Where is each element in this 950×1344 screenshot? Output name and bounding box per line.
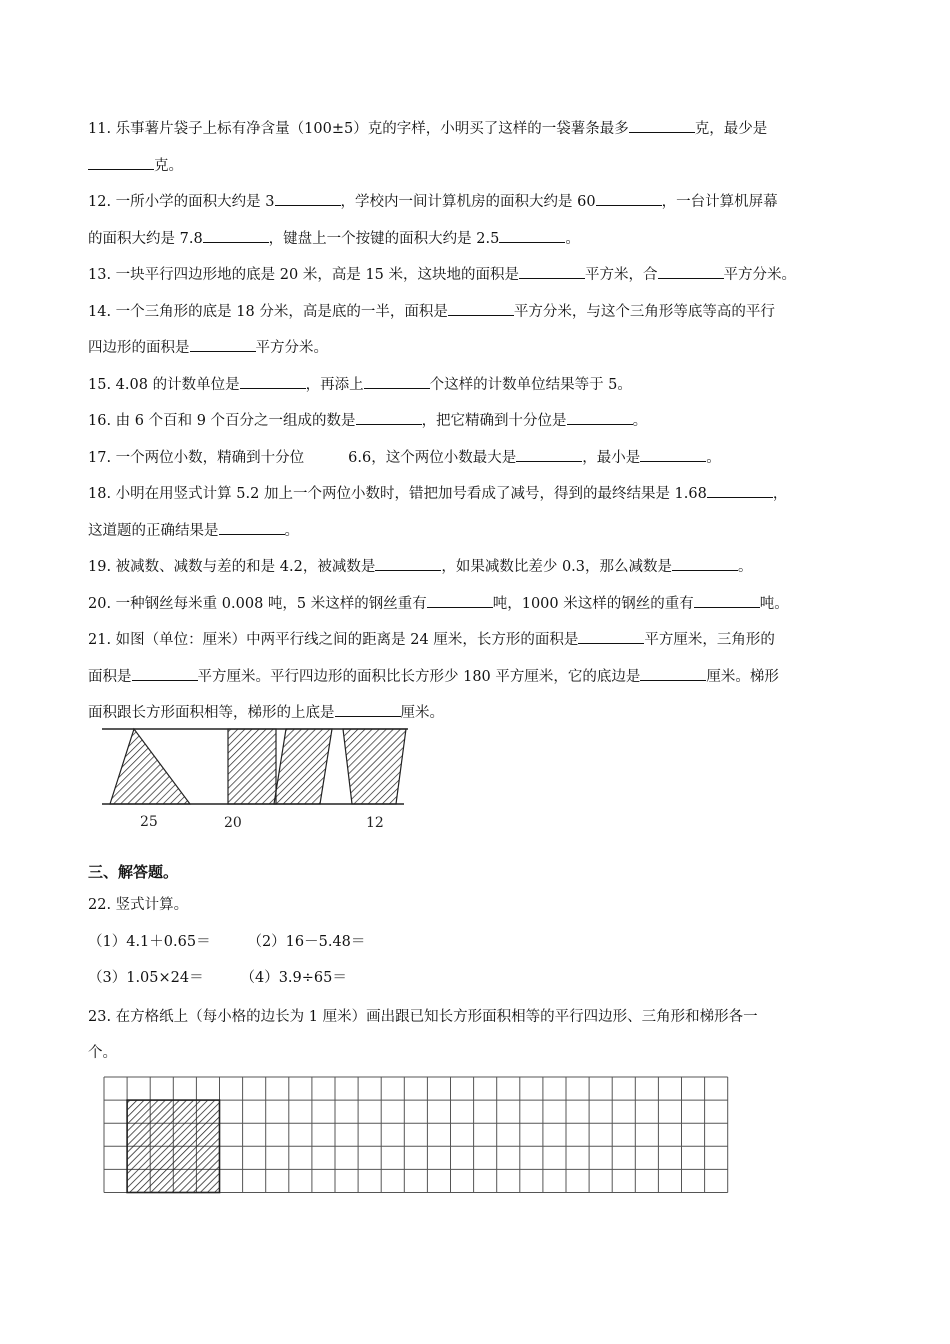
- answer-blank[interactable]: [567, 410, 633, 425]
- q21-line3: 面积跟长方形面积相等，梯形的上底是 厘米。: [88, 700, 868, 737]
- answer-blank[interactable]: [240, 374, 306, 389]
- q22-row2: （3）1.05×24＝ （4）3.9÷65＝: [88, 970, 347, 986]
- q23-line2: 个。: [88, 1045, 117, 1061]
- rectangle-base-label: 20: [224, 815, 242, 831]
- q11-line1: 11. 乐事薯片袋子上标有净含量（100±5）克的字样，小明买了这样的一袋薯条最多 克，最少是: [88, 116, 868, 153]
- answer-blank[interactable]: [519, 264, 585, 279]
- answer-blank[interactable]: [190, 337, 256, 352]
- answer-blank[interactable]: [499, 228, 565, 243]
- triangle-base-label: 25: [140, 814, 158, 830]
- answer-blank[interactable]: [596, 191, 662, 206]
- answer-blank[interactable]: [448, 301, 514, 316]
- trapezoid-base-label: 12: [366, 815, 384, 831]
- answer-blank[interactable]: [640, 447, 706, 462]
- q21-line2: 面积是 平方厘米。平行四边形的面积比长方形少 180 平方厘米，它的底边是 厘米。梯形: [88, 664, 868, 701]
- answer-blank[interactable]: [629, 118, 695, 133]
- trapezoid-shape: [343, 729, 406, 804]
- answer-blank[interactable]: [88, 155, 154, 170]
- q18-line2: 这道题的正确结果是 。: [88, 518, 868, 555]
- answer-blank[interactable]: [707, 483, 773, 498]
- q22-row1: （1）4.1＋0.65＝ （2）16－5.48＝: [88, 933, 366, 950]
- answer-blank[interactable]: [335, 702, 401, 717]
- answer-blank[interactable]: [640, 666, 706, 681]
- q22-title: 22. 竖式计算。: [88, 897, 189, 913]
- answer-blank[interactable]: [219, 520, 285, 535]
- parallelogram-shape: [274, 729, 332, 804]
- answer-blank[interactable]: [364, 374, 430, 389]
- answer-blank[interactable]: [672, 556, 738, 571]
- answer-blank[interactable]: [427, 593, 493, 608]
- q21-figure: [100, 725, 420, 835]
- worksheet-page: [88, 116, 868, 737]
- q23-grid: [100, 1073, 740, 1213]
- q16-line: 16. 由 6 个百和 9 个百分之一组成的数是 ，把它精确到十分位是 。: [88, 408, 868, 445]
- answer-blank[interactable]: [658, 264, 724, 279]
- answer-blank[interactable]: [694, 593, 760, 608]
- answer-blank[interactable]: [132, 666, 198, 681]
- q17-line: 17. 一个两位小数，精确到十分位 6.6，这个两位小数最大是 ，最小是 。: [88, 445, 868, 482]
- q18-line1: 18. 小明在用竖式计算 5.2 加上一个两位小数时，错把加号看成了减号，得到的最终结果是 1.68 ，: [88, 481, 868, 518]
- answer-blank[interactable]: [578, 629, 644, 644]
- triangle-shape: [110, 729, 190, 804]
- q14-line2: 四边形的面积是 平方分米。: [88, 335, 868, 372]
- section-title: 三、解答题。: [88, 863, 179, 881]
- q13-line: 13. 一块平行四边形地的底是 20 米，高是 15 米，这块地的面积是 平方米，合 平方分米。: [88, 262, 868, 299]
- answer-blank[interactable]: [203, 228, 269, 243]
- q20-line: 20. 一种钢丝每米重 0.008 吨，5 米这样的钢丝重有 吨，1000 米这样的钢丝的重有 吨。: [88, 591, 868, 628]
- q11-line2: 克。: [88, 153, 868, 190]
- answer-blank[interactable]: [356, 410, 422, 425]
- q19-line: 19. 被减数、减数与差的和是 4.2，被减数是 ，如果减数比差少 0.3，那么减数是 。: [88, 554, 868, 591]
- answer-blank[interactable]: [275, 191, 341, 206]
- q15-line: 15. 4.08 的计数单位是 ，再添上 个这样的计数单位结果等于 5。: [88, 372, 868, 409]
- q12-line2: 的面积大约是 7.8 ，键盘上一个按键的面积大约是 2.5 。: [88, 226, 868, 263]
- section-3: [88, 852, 868, 1077]
- q23-line1: 23. 在方格纸上（每小格的边长为 1 厘米）画出跟已知长方形面积相等的平行四边形、三角形和梯形各一: [88, 1008, 758, 1025]
- rectangle-shape: [228, 729, 276, 804]
- q12-line1: 12. 一所小学的面积大约是 3 ，学校内一间计算机房的面积大约是 60 ，一台计算机屏幕: [88, 189, 868, 226]
- answer-blank[interactable]: [516, 447, 582, 462]
- q21-line1: 21. 如图（单位：厘米）中两平行线之间的距离是 24 厘米，长方形的面积是 平方厘米，三角形的: [88, 627, 868, 664]
- given-rectangle: [127, 1100, 219, 1192]
- q14-line1: 14. 一个三角形的底是 18 分米，高是底的一半，面积是 平方分米，与这个三角形等底等高的平行: [88, 299, 868, 336]
- answer-blank[interactable]: [375, 556, 441, 571]
